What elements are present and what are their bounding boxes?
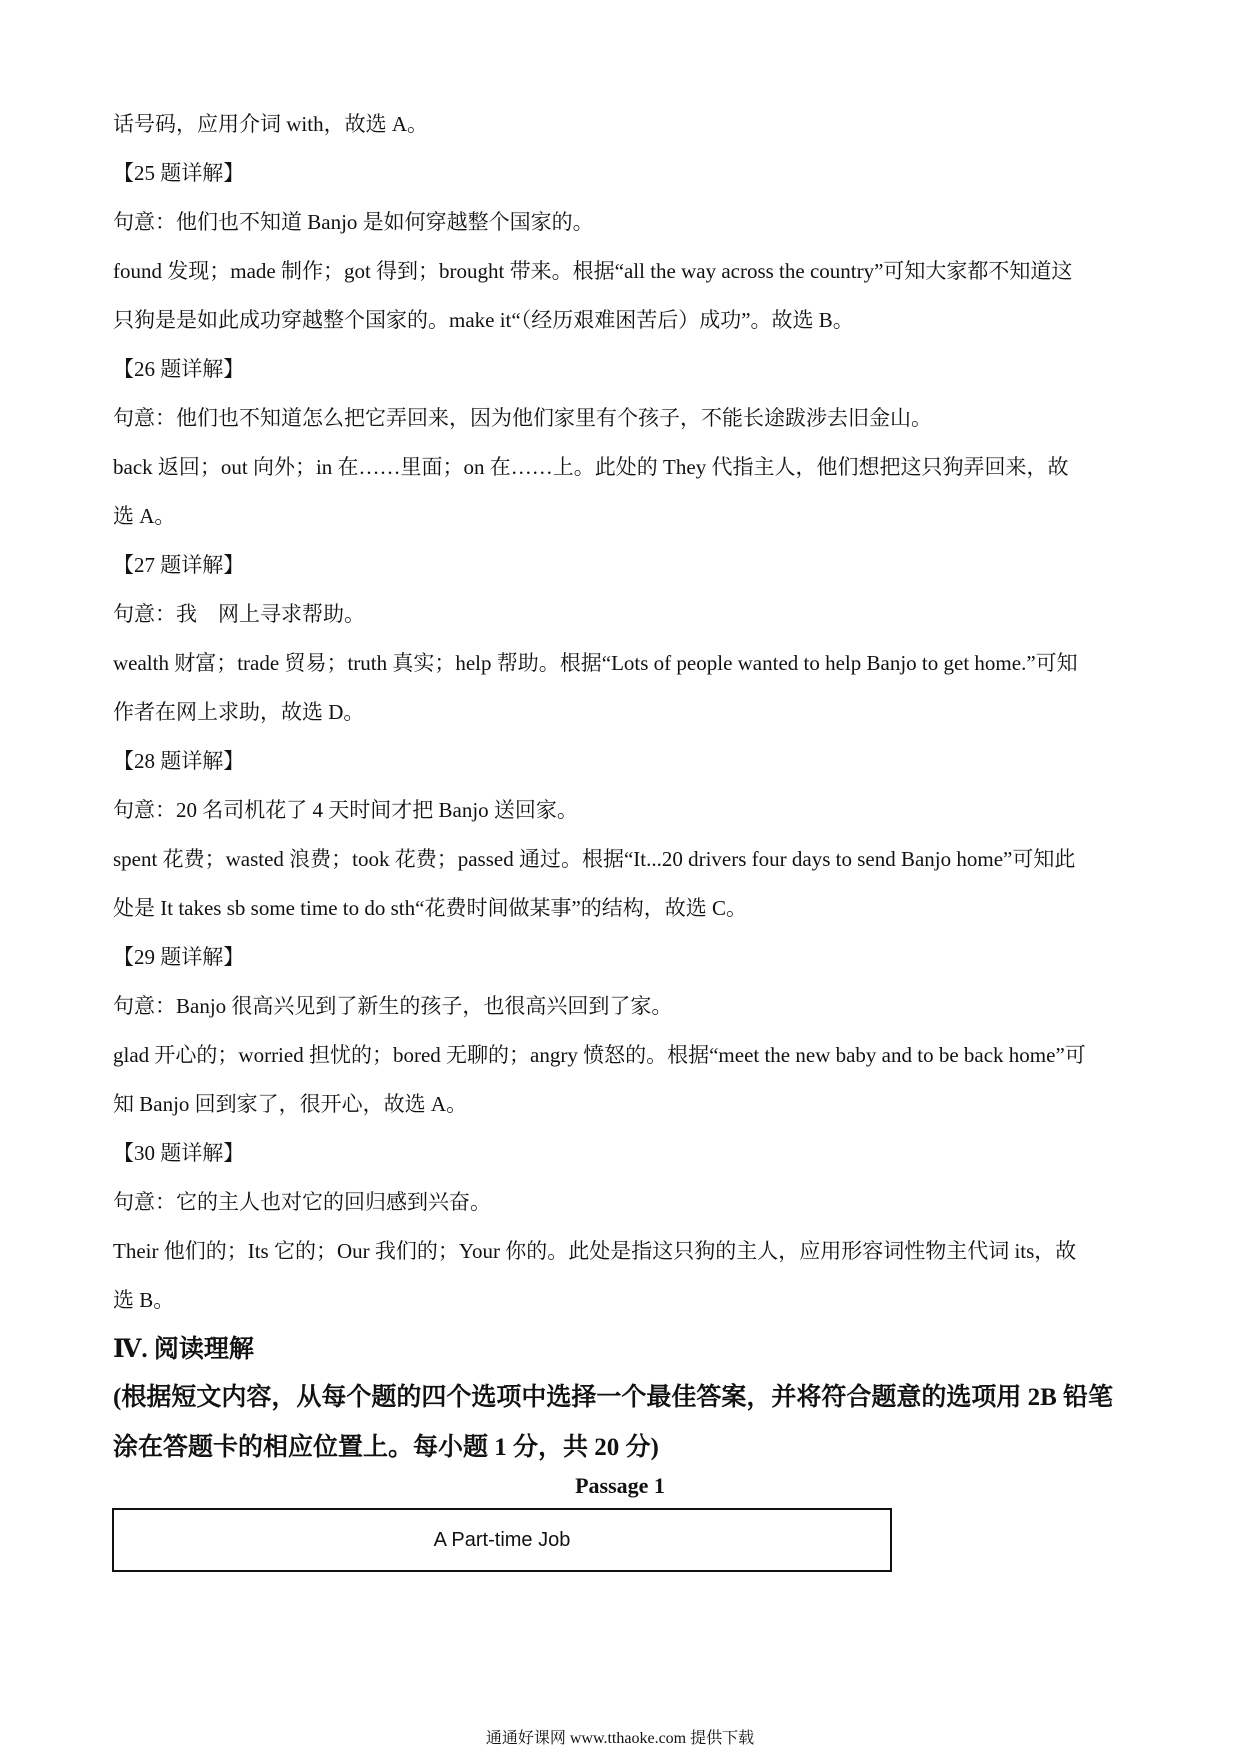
text-line: spent 花费；wasted 浪费；took 花费；passed 通过。根据“It...20 drivers four days to send Banjo home”可知此 — [113, 847, 1076, 871]
text-line: 知 Banjo 回到家了，很开心，故选 A。 — [113, 1092, 468, 1116]
passage-title-box — [112, 1508, 892, 1572]
text-line: 句意：它的主人也对它的回归感到兴奋。 — [113, 1190, 491, 1214]
text-line: wealth 财富；trade 贸易；truth 真实；help 帮助。根据“Lots of people wanted to help Banjo to get home.”可知 — [113, 651, 1078, 675]
section-heading: Ⅳ. 阅读理解 — [113, 1336, 254, 1363]
answer-heading-29: 【29 题详解】 — [113, 945, 245, 969]
answer-heading-27: 【27 题详解】 — [113, 553, 245, 577]
instruction-line: 涂在答题卡的相应位置上。每小题 1 分，共 20 分) — [113, 1434, 659, 1461]
text-line: 句意：20 名司机花了 4 天时间才把 Banjo 送回家。 — [113, 798, 578, 822]
text-line: 话号码，应用介词 with，故选 A。 — [113, 112, 428, 136]
answer-heading-25: 【25 题详解】 — [113, 161, 245, 185]
answer-heading-30: 【30 题详解】 — [113, 1141, 245, 1165]
text-line: 选 A。 — [113, 504, 176, 528]
text-line: back 返回；out 向外；in 在……里面；on 在……上。此处的 They 代指主人，他们想把这只狗弄回来，故 — [113, 455, 1069, 479]
text-line: 选 B。 — [113, 1288, 175, 1312]
text-line: 只狗是是如此成功穿越整个国家的。make it“（经历艰难困苦后）成功”。故选 B。 — [113, 308, 854, 332]
text-line: 句意：他们也不知道怎么把它弄回来，因为他们家里有个孩子，不能长途跋涉去旧金山。 — [113, 406, 932, 430]
page-footer: 通通好课网 www.tthaoke.com 提供下载 — [485, 1730, 755, 1747]
text-line: 句意：我 网上寻求帮助。 — [113, 602, 365, 626]
text-line: glad 开心的；worried 担忧的；bored 无聊的；angry 愤怒的。根据“meet the new baby and to be back home”可 — [113, 1043, 1086, 1067]
text-line: found 发现；made 制作；got 得到；brought 带来。根据“all the way across the country”可知大家都不知道这 — [113, 259, 1073, 283]
text-line: 作者在网上求助，故选 D。 — [113, 700, 365, 724]
text-line: 处是 It takes sb some time to do sth“花费时间做某事”的结构，故选 C。 — [113, 896, 748, 920]
text-line: 句意：他们也不知道 Banjo 是如何穿越整个国家的。 — [113, 210, 594, 234]
passage-box-text: A Part-time Job — [433, 1528, 571, 1551]
answer-heading-26: 【26 题详解】 — [113, 357, 245, 381]
passage-title: Passage 1 — [575, 1473, 665, 1498]
answer-heading-28: 【28 题详解】 — [113, 749, 245, 773]
text-line: 句意：Banjo 很高兴见到了新生的孩子，也很高兴回到了家。 — [113, 994, 673, 1018]
document-body — [113, 100, 1133, 1473]
instruction-line: (根据短文内容，从每个题的四个选项中选择一个最佳答案，并将符合题意的选项用 2B 铅笔 — [113, 1384, 1114, 1411]
text-line: Their 他们的；Its 它的；Our 我们的；Your 你的。此处是指这只狗的主人，应用形容词性物主代词 its，故 — [113, 1239, 1077, 1263]
